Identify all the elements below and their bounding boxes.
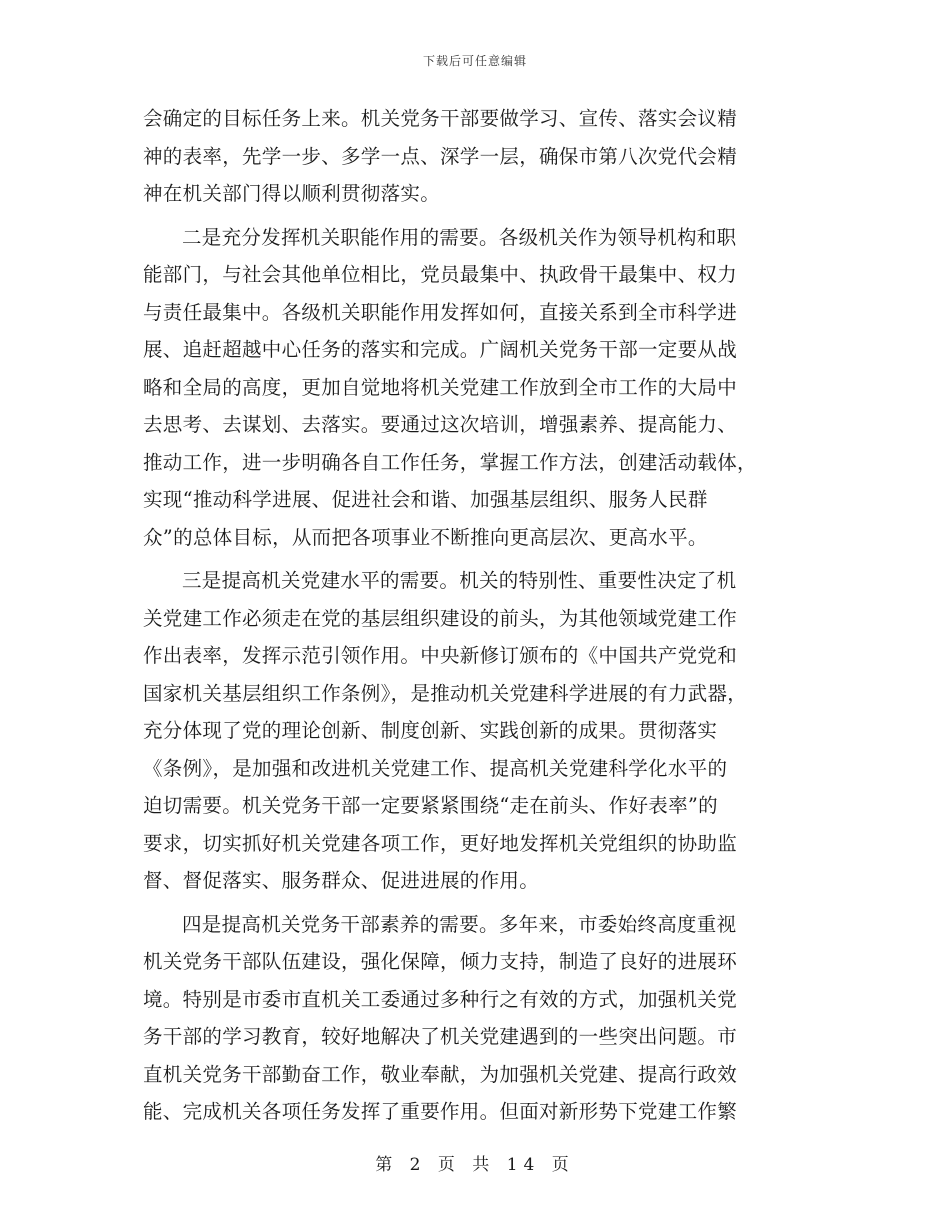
paragraph-2 (143, 219, 808, 557)
text-line: 直机关党务干部勤奋工作，敬业奉献，为加强机关党建、提高行政效 (143, 1062, 738, 1086)
text-line: 能、完成机关各项任务发挥了重要作用。但面对新形势下党建工作繁 (143, 1100, 738, 1123)
text-line: 关党建工作必须走在党的基层组织建设的前头，为其他领域党建工作 (143, 606, 738, 630)
paragraph-1 (143, 100, 808, 213)
paragraph-4 (143, 906, 808, 1131)
paragraph-3 (143, 562, 808, 900)
text-line: 国家机关基层组织工作条例》，是推动机关党建科学进展的有力武器， (143, 681, 748, 705)
text-line: 众”的总体目标，从而把各项事业不断推向更高层次、更高水平。 (143, 525, 708, 549)
text-line: 充分体现了党的理论创新、制度创新、实践创新的成果。贯彻落实 (143, 719, 718, 742)
text-line: 作出表率，发挥示范引领作用。中央新修订颁布的《中国共产党党和 (143, 644, 738, 667)
page-footer: 第 2 页 共 14 页 (375, 1155, 575, 1175)
text-line: 会确定的目标任务上来。机关党务干部要做学习、宣传、落实会议精 (143, 107, 738, 130)
text-line: 展、追赶超越中心任务的落实和完成。广阔机关党务干部一定要从战 (143, 338, 738, 361)
text-line: 三是提高机关党建水平的需要。机关的特别性、重要性决定了机 (182, 569, 737, 592)
page-header: 下载后可任意编辑 (422, 54, 527, 68)
text-line: 督、督促落实、服务群众、促进进展的作用。 (143, 869, 540, 892)
text-line: 实现“推动科学进展、促进社会和谐、加强基层组织、服务人民群 (143, 488, 708, 511)
text-line: 能部门，与社会其他单位相比，党员最集中、执政骨干最集中、权力 (143, 263, 738, 286)
text-line: 去思考、去谋划、去落实。要通过这次培训，增强素养、提高能力、 (143, 413, 738, 436)
text-line: 推动工作，进一步明确各自工作任务，掌握工作方法，创建活动载体， (143, 450, 757, 474)
text-line: 境。特别是市委市直机关工委通过多种行之有效的方式，加强机关党 (143, 987, 738, 1011)
text-line: 《条例》，是加强和改进机关党建工作、提高机关党建科学化水平的 (143, 756, 728, 780)
text-line: 略和全局的高度，更加自觉地将机关党建工作放到全市工作的大局中 (143, 375, 738, 399)
text-line: 神在机关部门得以顺利贯彻落实。 (143, 182, 441, 205)
text-line: 四是提高机关党务干部素养的需要。多年来，市委始终高度重视 (182, 912, 737, 936)
text-line: 务干部的学习教育，较好地解决了机关党建遇到的一些突出问题。市 (143, 1025, 738, 1048)
text-line: 神的表率，先学一步、多学一点、深学一层，确保市第八次党代会精 (143, 144, 738, 168)
text-line: 与责任最集中。各级机关职能作用发挥如何，直接关系到全市科学进 (143, 300, 738, 324)
text-line: 要求，切实抓好机关党建各项工作，更好地发挥机关党组织的协助监 (143, 831, 738, 855)
text-line: 二是充分发挥机关职能作用的需要。各级机关作为领导机构和职 (182, 225, 737, 249)
text-line: 机关党务干部队伍建设，强化保障，倾力支持，制造了良好的进展环 (143, 950, 738, 973)
document-body (143, 100, 808, 1131)
text-line: 迫切需要。机关党务干部一定要紧紧围绕“走在前头、作好表率”的 (143, 794, 718, 817)
